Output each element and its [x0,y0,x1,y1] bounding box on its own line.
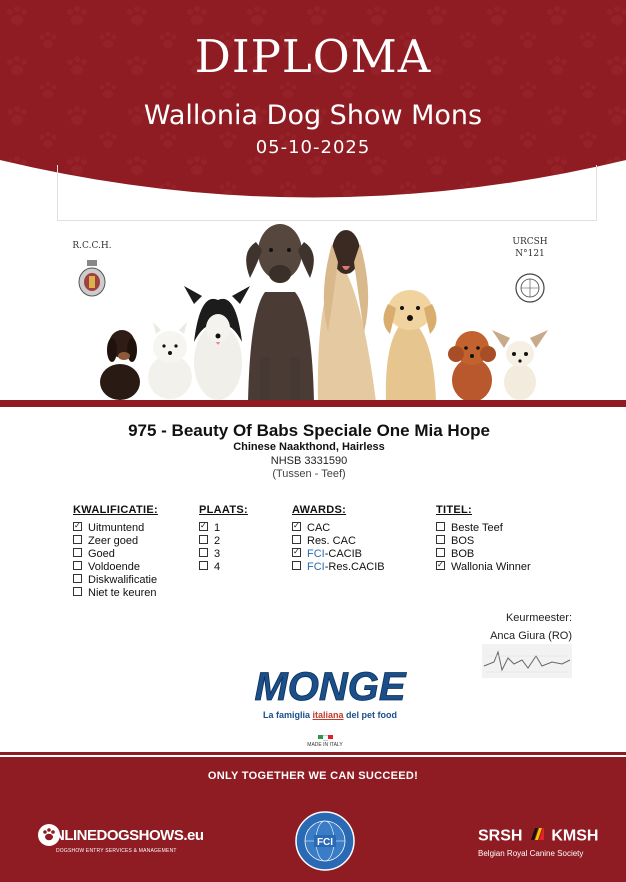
plaats-label: 3 [214,548,221,560]
dog-registration: NHSB 3331590 [270,455,348,467]
checkbox-checked-icon [292,522,301,531]
srsh-wordmark [478,826,616,847]
tagline-post: del pet food [343,710,398,720]
award-label: -Res.CACIB [324,561,385,573]
golden-retriever-icon [383,290,436,402]
afghan-hound-icon [318,230,376,402]
titel-label: Beste Teef [451,522,503,534]
checkbox-icon [199,561,208,570]
footer-top-line [0,752,626,755]
fci-logo-text: FCI [316,837,334,848]
border-collie-icon [184,286,250,400]
plaats-column [199,504,248,574]
checkbox-checked-icon [73,522,82,531]
dog-breed: Chinese Naakthond, Hairless [233,441,385,453]
dog-title: 975 - Beauty Of Babs Speciale One Mia Hope [128,421,490,440]
belgian-flag-icon [529,826,545,847]
kwalificatie-item [73,587,158,600]
plaats-label: 4 [214,561,221,573]
kwalificatie-label: Goed [88,548,115,560]
checkbox-icon [199,548,208,557]
rcch-name: R.C.C.H. [72,241,112,251]
checkbox-icon [292,561,301,570]
dogs-group-image [90,222,560,402]
checkbox-icon [436,548,445,557]
judge-label: Keurmeester: [505,612,572,624]
plaats-item [199,522,248,535]
awards-header: AWARDS: [292,504,347,516]
kwalificatie-item [73,522,158,535]
award-label: Res. CAC [307,535,356,547]
plaats-label: 2 [214,535,221,547]
titel-item [436,548,531,561]
kwalificatie-label: Niet te keuren [88,587,157,599]
award-label: -CACIB [324,548,363,560]
westie-icon [148,322,192,399]
srsh-left: SRSH [478,827,523,845]
titel-item [436,522,531,535]
fci-prefix: FCI [307,548,325,560]
tagline-pre: La famiglia [262,710,313,720]
sponsor-tagline [240,710,420,720]
dog-class: (Tussen - Teef) [272,468,346,480]
titel-item [436,535,531,548]
divider-band [0,400,626,407]
italy-flag-icon [290,735,360,741]
srsh-right: KMSH [551,827,599,845]
checkbox-checked-icon [436,561,445,570]
checkbox-icon [73,574,82,583]
great-dane-icon [246,224,314,402]
monge-wordmark: MONGE [254,666,406,709]
made-in-label: MADE IN ITALY [307,742,343,748]
fci-globe-logo [294,810,356,872]
checkbox-checked-icon [199,522,208,531]
awards-column [292,504,385,574]
ods-subtitle: DOGSHOW ENTRY SERVICES & MANAGEMENT [56,848,177,854]
poodle-icon [448,331,496,402]
made-in-italy [290,735,360,748]
plaats-item [199,561,248,574]
urcsh-name: URCSH [512,237,548,247]
kwalificatie-label: Zeer goed [88,535,139,547]
checkbox-icon [436,522,445,531]
award-item [292,561,385,574]
footer-slogan: ONLY TOGETHER WE CAN SUCCEED! [207,770,419,782]
award-item [292,535,385,548]
kwalificatie-item [73,561,158,574]
srsh-kmsh-logo [478,826,616,858]
plaats-item [199,548,248,561]
award-item [292,522,385,535]
diploma-title: DIPLOMA [194,30,432,83]
monge-logo [250,666,410,746]
titel-label: Wallonia Winner [451,561,531,573]
ods-wordmark: NLINEDOGSHOWS.eu [54,827,204,844]
checkbox-icon [73,548,82,557]
checkbox-icon [199,535,208,544]
judge-signature [482,644,572,678]
show-name: Wallonia Dog Show Mons [143,100,483,131]
kwalificatie-label: Diskwalificatie [88,574,158,586]
checkbox-icon [436,535,445,544]
checkbox-icon [292,535,301,544]
kwalificatie-column [73,504,158,600]
checkbox-icon [73,561,82,570]
show-date: 05-10-2025 [255,137,371,158]
srsh-subtitle: Belgian Royal Canine Society [478,849,584,858]
urcsh-number: N°121 [515,249,545,259]
titel-item [436,561,531,574]
plaats-label: 1 [214,522,221,534]
tagline-em: italiana [312,710,344,720]
checkbox-checked-icon [292,548,301,557]
judge-name: Anca Giura (RO) [490,630,572,642]
fci-prefix: FCI [307,561,325,573]
titel-column [436,504,531,574]
award-item [292,548,385,561]
plaats-header: PLAATS: [199,504,248,516]
titel-header: TITEL: [436,504,473,516]
kwalificatie-item [73,574,158,587]
plaats-item [199,535,248,548]
kwalificatie-label: Uitmuntend [88,522,145,534]
header-frame [57,165,597,221]
titel-label: BOB [451,548,475,560]
titel-label: BOS [451,535,475,547]
kwalificatie-label: Voldoende [88,561,140,573]
onlinedogshows-logo [38,822,204,862]
checkbox-icon [73,587,82,596]
dachshund-icon [100,330,140,400]
kwalificatie-header: KWALIFICATIE: [73,504,158,516]
checkbox-icon [73,535,82,544]
kwalificatie-item [73,535,158,548]
chihuahua-icon [492,330,548,400]
kwalificatie-item [73,548,158,561]
award-label: CAC [307,522,331,534]
